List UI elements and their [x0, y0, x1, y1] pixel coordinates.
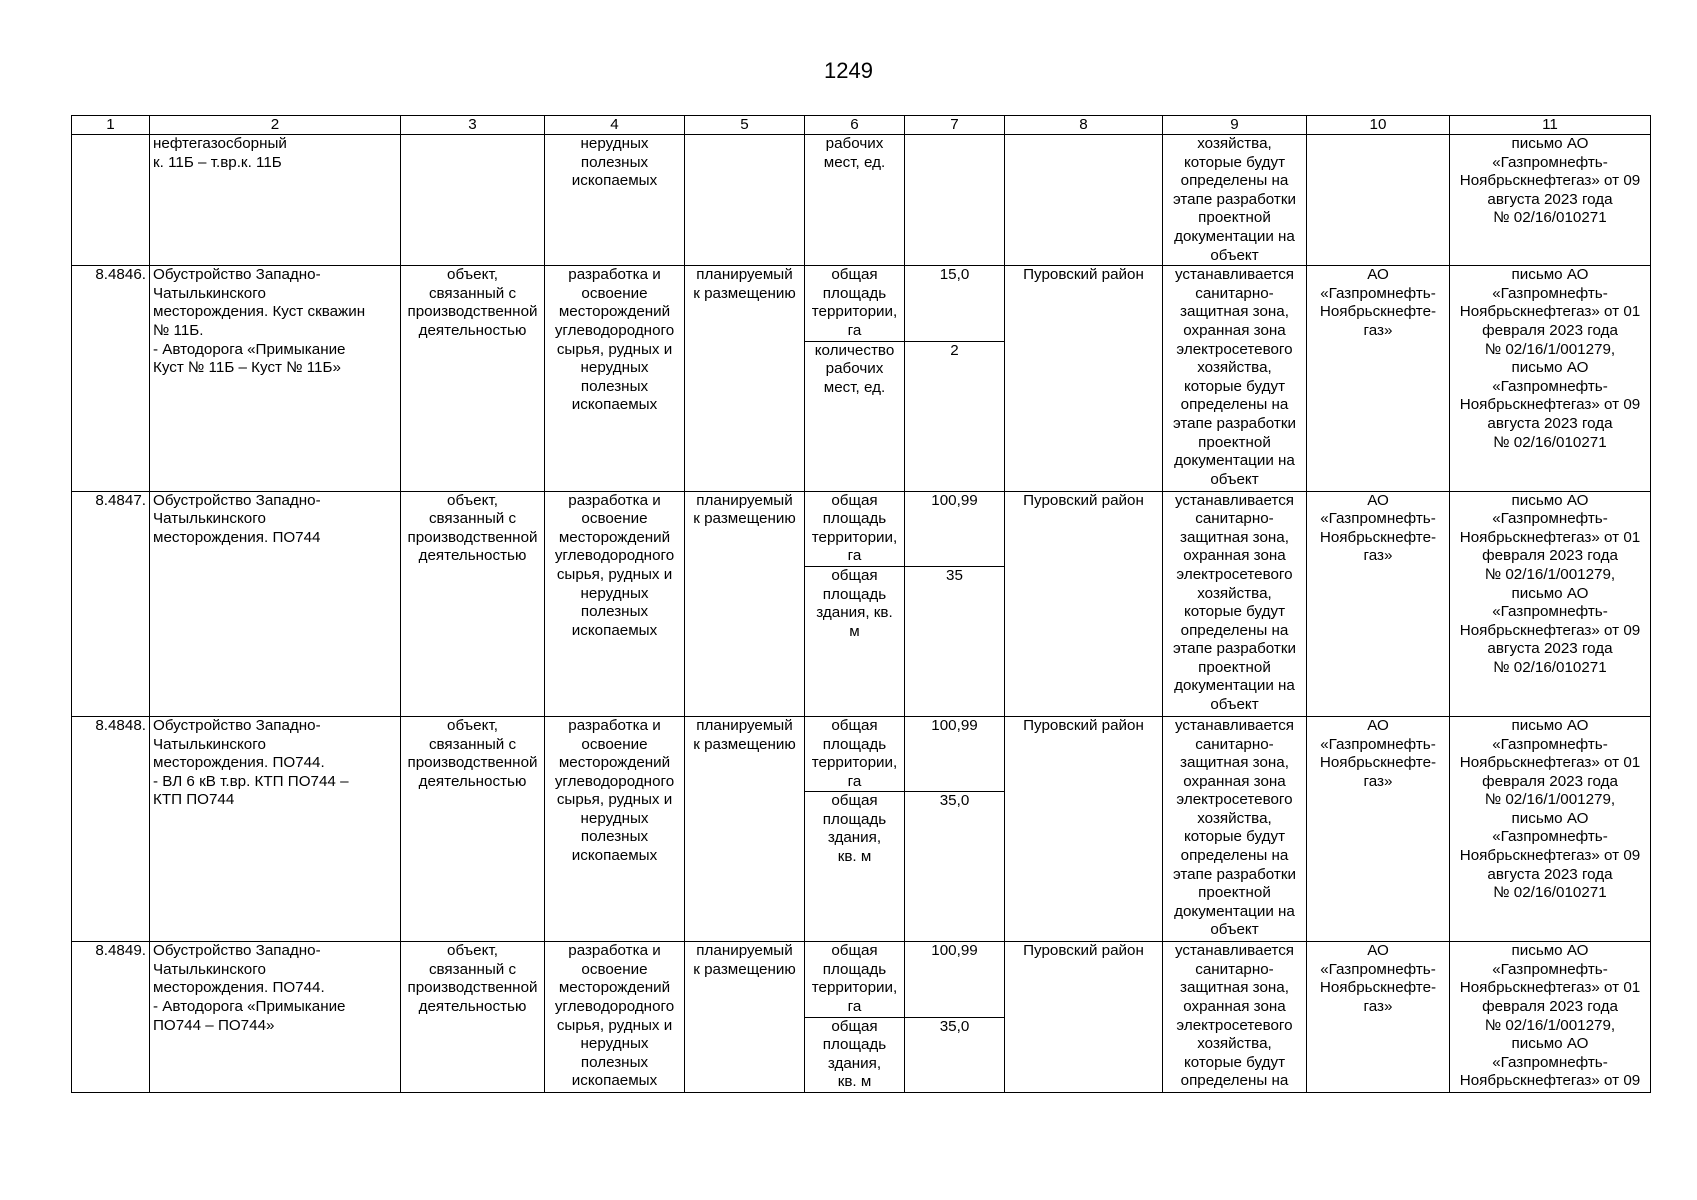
cell-object-type [401, 135, 545, 266]
cell-indicator: рабочих мест, ед. [805, 135, 905, 266]
cell-number: 8.4847. [72, 491, 150, 716]
cell-value: 35,0 [905, 1017, 1005, 1092]
cell-number [72, 135, 150, 266]
cell-purpose: разработка и освоение месторождений углеводородного сырья, рудных и нерудных полезных ископаемых [545, 716, 685, 941]
table-row [72, 942, 1651, 1017]
cell-object-name: Обустройство Западно- Чатылькинского месторождения. Куст скважин № 11Б. - Автодорога «Примыкание Куст № 11Б – Куст № 11Б» [150, 266, 401, 491]
cell-organization: АО «Газпромнефть- Ноябрьскнефте- газ» [1307, 266, 1450, 491]
cell-location: Пуровский район [1005, 491, 1163, 716]
col-header: 2 [150, 116, 401, 135]
cell-status: планируемый к размещению [685, 491, 805, 716]
col-header: 5 [685, 116, 805, 135]
cell-object-type: объект, связанный с производственной деятельностью [401, 266, 545, 491]
cell-number: 8.4848. [72, 716, 150, 941]
col-header: 3 [401, 116, 545, 135]
cell-zones: устанавливается санитарно- защитная зона, охранная зона электросетевого хозяйства, которые будут определены на этапе разработки проектной документации на объект [1163, 266, 1307, 491]
col-header: 10 [1307, 116, 1450, 135]
col-header: 9 [1163, 116, 1307, 135]
cell-number: 8.4849. [72, 942, 150, 1093]
cell-object-name: нефтегазосборный к. 11Б – т.вр.к. 11Б [150, 135, 401, 266]
col-header: 7 [905, 116, 1005, 135]
cell-indicator: общая площадь территории, га [805, 942, 905, 1017]
cell-value: 15,0 [905, 266, 1005, 341]
cell-organization [1307, 135, 1450, 266]
cell-purpose: разработка и освоение месторождений углеводородного сырья, рудных и нерудных полезных ископаемых [545, 942, 685, 1093]
continuation-row [72, 135, 1651, 266]
cell-zones: хозяйства, которые будут определены на этапе разработки проектной документации на объект [1163, 135, 1307, 266]
cell-purpose: нерудных полезных ископаемых [545, 135, 685, 266]
cell-organization: АО «Газпромнефть- Ноябрьскнефте- газ» [1307, 491, 1450, 716]
cell-location: Пуровский район [1005, 942, 1163, 1093]
cell-value: 100,99 [905, 716, 1005, 791]
col-header: 6 [805, 116, 905, 135]
cell-object-name: Обустройство Западно- Чатылькинского месторождения. ПО744 [150, 491, 401, 716]
col-header: 8 [1005, 116, 1163, 135]
cell-status: планируемый к размещению [685, 942, 805, 1093]
cell-zones: устанавливается санитарно- защитная зона, охранная зона электросетевого хозяйства, которые будут определены на этапе разработки проектной документации на объект [1163, 716, 1307, 941]
cell-value: 35,0 [905, 792, 1005, 942]
cell-purpose: разработка и освоение месторождений углеводородного сырья, рудных и нерудных полезных ископаемых [545, 491, 685, 716]
col-header: 1 [72, 116, 150, 135]
cell-location [1005, 135, 1163, 266]
cell-location: Пуровский район [1005, 716, 1163, 941]
column-number-row [72, 116, 1651, 135]
cell-location: Пуровский район [1005, 266, 1163, 491]
cell-purpose: разработка и освоение месторождений углеводородного сырья, рудных и нерудных полезных ископаемых [545, 266, 685, 491]
cell-object-name: Обустройство Западно- Чатылькинского месторождения. ПО744. - ВЛ 6 кВ т.вр. КТП ПО744 – КТП ПО744 [150, 716, 401, 941]
cell-document: письмо АО «Газпромнефть- Ноябрьскнефтегаз» от 01 февраля 2023 года № 02/16/1/001279, письмо АО «Газпромнефть- Ноябрьскнефтегаз» от 09 августа 2023 года № 02/16/010271 [1450, 716, 1651, 941]
cell-value [905, 135, 1005, 266]
cell-zones: устанавливается санитарно- защитная зона, охранная зона электросетевого хозяйства, которые будут определены на [1163, 942, 1307, 1093]
page-number: 1249 [824, 58, 873, 83]
cell-document: письмо АО «Газпромнефть- Ноябрьскнефтегаз» от 01 февраля 2023 года № 02/16/1/001279, письмо АО «Газпромнефть- Ноябрьскнефтегаз» от 09 августа 2023 года № 02/16/010271 [1450, 491, 1651, 716]
cell-object-type: объект, связанный с производственной деятельностью [401, 942, 545, 1093]
cell-indicator: общая площадь территории, га [805, 266, 905, 341]
col-header: 11 [1450, 116, 1651, 135]
cell-indicator: общая площадь здания, кв. м [805, 566, 905, 716]
cell-document: письмо АО «Газпромнефть- Ноябрьскнефтегаз» от 01 февраля 2023 года № 02/16/1/001279, письмо АО «Газпромнефть- Ноябрьскнефтегаз» от 09 [1450, 942, 1651, 1093]
objects-table [71, 115, 1651, 1093]
cell-value: 35 [905, 566, 1005, 716]
cell-organization: АО «Газпромнефть- Ноябрьскнефте- газ» [1307, 942, 1450, 1093]
cell-value: 100,99 [905, 942, 1005, 1017]
cell-zones: устанавливается санитарно- защитная зона, охранная зона электросетевого хозяйства, которые будут определены на этапе разработки проектной документации на объект [1163, 491, 1307, 716]
table-row [72, 716, 1651, 791]
cell-object-type: объект, связанный с производственной деятельностью [401, 716, 545, 941]
cell-indicator: общая площадь территории, га [805, 491, 905, 566]
cell-value: 100,99 [905, 491, 1005, 566]
cell-status: планируемый к размещению [685, 266, 805, 491]
cell-status [685, 135, 805, 266]
table-row [72, 266, 1651, 341]
cell-organization: АО «Газпромнефть- Ноябрьскнефте- газ» [1307, 716, 1450, 941]
cell-status: планируемый к размещению [685, 716, 805, 941]
table-row [72, 491, 1651, 566]
cell-indicator: общая площадь территории, га [805, 716, 905, 791]
cell-indicator: общая площадь здания, кв. м [805, 792, 905, 942]
cell-indicator: количество рабочих мест, ед. [805, 341, 905, 491]
cell-document: письмо АО «Газпромнефть- Ноябрьскнефтегаз» от 01 февраля 2023 года № 02/16/1/001279, письмо АО «Газпромнефть- Ноябрьскнефтегаз» от 09 августа 2023 года № 02/16/010271 [1450, 266, 1651, 491]
cell-number: 8.4846. [72, 266, 150, 491]
cell-value: 2 [905, 341, 1005, 491]
cell-document: письмо АО «Газпромнефть- Ноябрьскнефтегаз» от 09 августа 2023 года № 02/16/010271 [1450, 135, 1651, 266]
cell-object-name: Обустройство Западно- Чатылькинского месторождения. ПО744. - Автодорога «Примыкание ПО744 – ПО744» [150, 942, 401, 1093]
col-header: 4 [545, 116, 685, 135]
cell-object-type: объект, связанный с производственной деятельностью [401, 491, 545, 716]
cell-indicator: общая площадь здания, кв. м [805, 1017, 905, 1092]
